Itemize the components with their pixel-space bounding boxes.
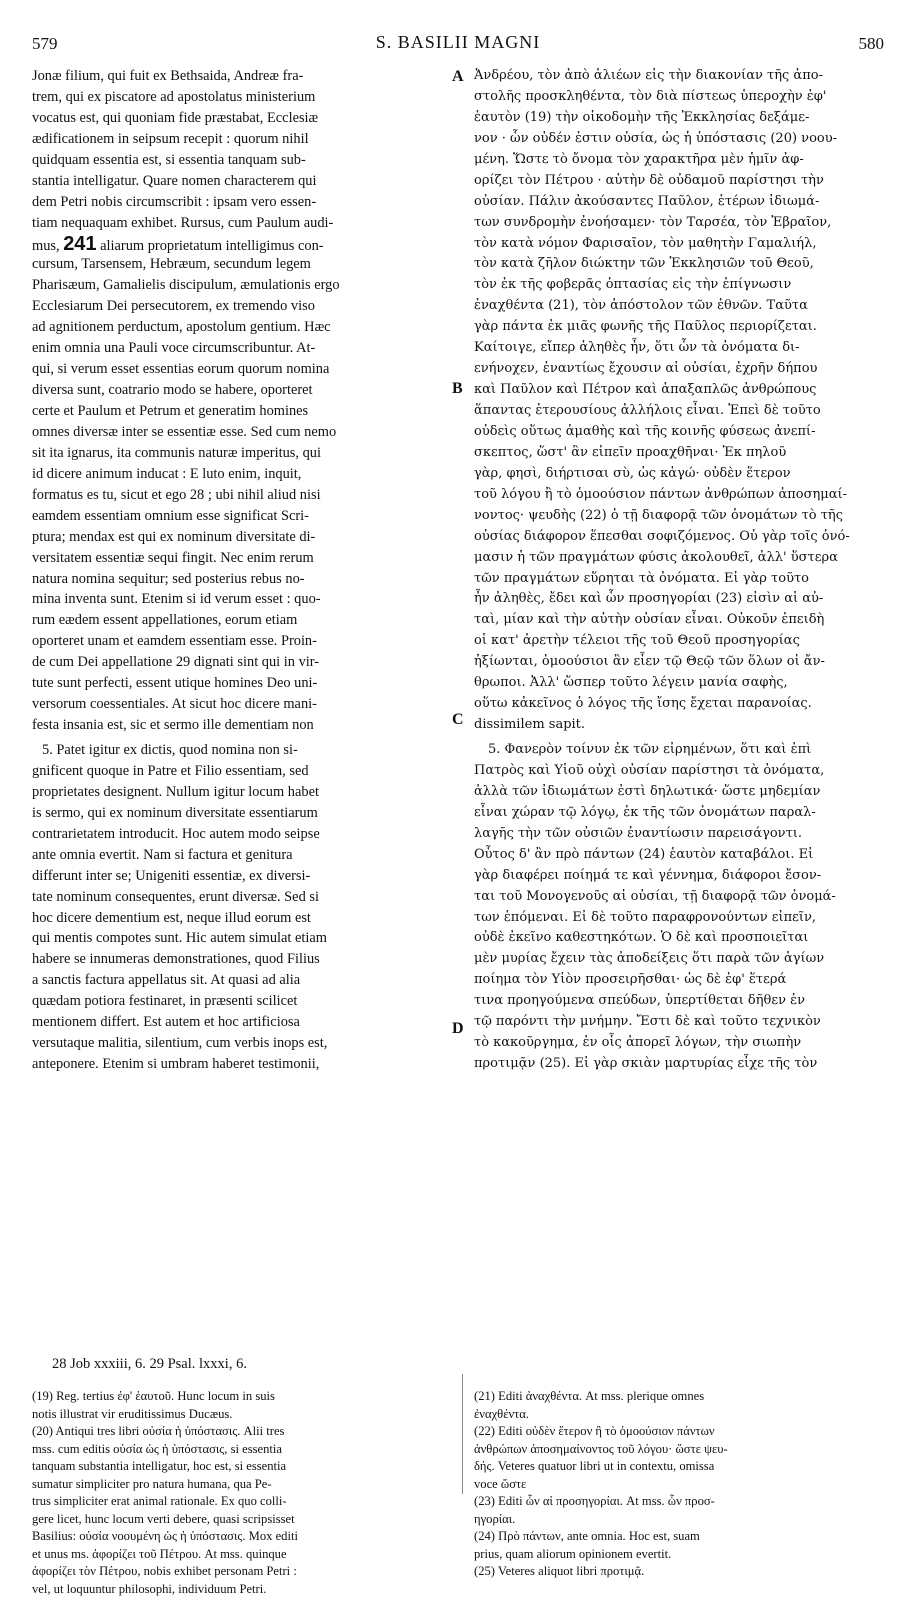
greek-text-line: ενήνοχεν, ἐναντίως ἔχουσιν αἱ οὐσίαι, ἐχρῆν δήπου <box>474 359 884 380</box>
greek-text-line: ἦν ἀληθὲς, ἔδει καὶ ὧν προσηγορίαι (23) εἰσὶν αἱ αὐ- <box>474 589 884 610</box>
greek-text-line: τὸν κατὰ νόμον Φαρισαῖον, τὸν μαθητὴν Γαμαλιήλ, <box>474 234 884 255</box>
greek-text-line: γὰρ, φησὶ, διήρτισαι σὺ, ὡς κἀγώ· οὐδὲν ἕτερον <box>474 464 884 485</box>
margin-letter-a: A <box>452 68 464 86</box>
greek-text-line: οὐδεὶς οὕτως ἀμαθὴς καὶ τῆς κοινῆς φύσεως ἀνεπί- <box>474 422 884 443</box>
latin-text-line: id dicere animum inducat : E luto enim, inquit, <box>32 464 452 485</box>
latin-text-line: stantia intelligatur. Quare nomen characterem qui <box>32 171 452 192</box>
greek-text-line: οὐδὲ ἐκεῖνο καθεστηκότων. Ὁ δὲ καὶ προσποιεῖται <box>474 928 884 949</box>
greek-text-line: καὶ Παῦλον καὶ Πέτρον καὶ ἁπαξαπλῶς ἀνθρώπους <box>474 380 884 401</box>
greek-text-line: τῷ παρόντι τὴν μνήμην. Ἔστι δὲ καὶ τοῦτο τεχνικὸν <box>474 1012 884 1033</box>
greek-text-line: 5. Φανερὸν τοίνυν ἐκ τῶν εἰρημένων, ὅτι καὶ ἐπὶ <box>474 740 884 761</box>
latin-text-line: rum eædem essent appellationes, eorum etiam <box>32 610 452 631</box>
greek-text-line: λαγῆς τὴν τῶν οὐσιῶν ἐναντίωσιν παρεισάγοντι. <box>474 824 884 845</box>
latin-text-line: festa insania est, sic et sermo ille dementiam non <box>32 715 452 736</box>
latin-text-line: a sanctis factura appellatus sit. At quasi ad alia <box>32 970 452 991</box>
latin-text-line: ad agnitionem perductum, apostolum gentium. Hæc <box>32 317 452 338</box>
greek-text-line: Ἀνδρέου, τὸν ἀπὸ ἁλιέων εἰς τὴν διακονίαν τῆς ἀπο- <box>474 66 884 87</box>
greek-text-line: ποίημα τὸν Υἱὸν προσειρῆσθαι· ὡς δὲ ἐφ' ἕτερά <box>474 970 884 991</box>
greek-text-line: οὐσίαν. Πάλιν ἀκούσαντες Παῦλον, ἑτέρων ἰδιωμά- <box>474 192 884 213</box>
footnote-line: ἐναχθέντα. <box>474 1406 884 1424</box>
footnote-line: gere licet, hunc locum verti debere, quasi scripsisset <box>32 1511 452 1529</box>
latin-text-line: formatus es tu, sicut et ego 28 ; ubi nihil aliud nisi <box>32 485 452 506</box>
greek-text-line: Καίτοιγε, εἴπερ ἀληθὲς ἦν, ὅτι ὧν τὰ ὀνόματα δι- <box>474 338 884 359</box>
latin-text-line: ante omnia evertit. Nam si factura et genitura <box>32 845 452 866</box>
greek-text-line: μένη. Ὥστε τὸ ὄνομα τὸν χαρακτῆρα μὲν ἡμῖν ἀφ- <box>474 150 884 171</box>
latin-text-line: mus, 241 aliarum proprietatum intelligimus con- <box>32 234 452 255</box>
running-title: S. BASILII MAGNI <box>32 32 884 53</box>
latin-text-line: qui mentis compotes sunt. Hic autem simulat etiam <box>32 928 452 949</box>
greek-text-line: νοντος· ψευδὴς (22) ὁ τῇ διαφορᾷ τῶν ὀνομάτων τὸ τῆς <box>474 506 884 527</box>
greek-text-line: ἐναχθέντα (21), τὸν ἀπόστολον τῶν ἐθνῶν. Ταῦτα <box>474 296 884 317</box>
latin-text-line: eamdem essentiam omnium esse significat Scri- <box>32 506 452 527</box>
latin-text-line: enim omnia una Pauli voce circumscribuntur. At- <box>32 338 452 359</box>
footnote-line: (21) Editi ἀναχθέντα. At mss. plerique omnes <box>474 1388 884 1406</box>
greek-text-line: τοῦ λόγου ἢ τὸ ὁμοούσιον πάντων ἀνθρώπων ἀποσημαί- <box>474 485 884 506</box>
footnote-line: sumatur simpliciter pro natura humana, qua Pe- <box>32 1476 452 1494</box>
footnote-line: vel, ut loquuntur philosophi, individuum Petri. <box>32 1581 452 1598</box>
greek-text-line: τὸν ἐκ τῆς φοβερᾶς ὀπτασίας εἰς τὴν ἐπίγνωσιν <box>474 275 884 296</box>
latin-text-line: oporteret unam et eamdem essentiam esse. Proin- <box>32 631 452 652</box>
footnote-line: (24) Πρὸ πάντων, ante omnia. Hoc est, suam <box>474 1528 884 1546</box>
latin-text-line: versutaque malitia, silentium, cum verbis inops est, <box>32 1033 452 1054</box>
greek-text-line: εἶναι χώραν τῷ λόγῳ, ἐκ τῆς τῶν ὀνομάτων παραλ- <box>474 803 884 824</box>
latin-text-line: vocatus est, qui quoniam fide præstabat, Ecclesiæ <box>32 108 452 129</box>
latin-text-line: quidquam essentia est, si essentia tanquam sub- <box>32 150 452 171</box>
latin-text-line: dem Petri nobis circumscribit : ipsam vero essen- <box>32 192 452 213</box>
page-mark: 241 <box>63 233 96 255</box>
latin-text-line: mina inventa sunt. Etenim si id verum esset : quo- <box>32 589 452 610</box>
greek-text-line: των ἑπόμεναι. Εἰ δὲ τοῦτο παραφρονούντων εἰπεῖν, <box>474 908 884 929</box>
footnote-line: (20) Antiqui tres libri οὐσία ἡ ὑπόστασις. Alii tres <box>32 1423 452 1441</box>
latin-text-line: versorum coessentiales. At sicut hoc dicere mani- <box>32 694 452 715</box>
latin-text-line: trem, qui ex piscatore ad apostolatus ministerium <box>32 87 452 108</box>
footnote-line: tanquam substantia intelligatur, hoc est, si essentia <box>32 1458 452 1476</box>
latin-text-line: tate nominum consequentes, erunt diversæ. Sed si <box>32 887 452 908</box>
greek-text-line: τὸν κατὰ ζῆλον διώκτην τῶν Ἐκκλησιῶν τοῦ Θεοῦ, <box>474 254 884 275</box>
footnote-line: prius, quam aliorum opinionem evertit. <box>474 1546 884 1564</box>
latin-text-line: versitatem essentiæ sequi fingit. Nec enim rerum <box>32 548 452 569</box>
page-number-right: 580 <box>859 34 885 54</box>
latin-text-line: omnes diversæ inter se essentiæ esse. Sed cum nemo <box>32 422 452 443</box>
latin-text-line: tute sunt perfecti, essent utique homines Deo uni- <box>32 673 452 694</box>
footnote-line: mss. cum editis οὐσία ὡς ἡ ὑπόστασις, si essentia <box>32 1441 452 1459</box>
greek-text-line: Οὗτος δ' ἂν πρὸ πάντων (24) ἑαυτὸν καταβάλοι. Εἰ <box>474 845 884 866</box>
latin-text-line: Pharisæum, Gamalielis discipulum, æmulationis ergo <box>32 275 452 296</box>
latin-text-line: Ecclesiarum Dei persecutorem, ex tremendo viso <box>32 296 452 317</box>
footnote-line: ἀφορίζει τὸν Πέτρου, nobis exhibet personam Petri : <box>32 1563 452 1581</box>
latin-text-line: quædam potiora festinaret, in præsenti scilicet <box>32 991 452 1012</box>
latin-text-line: diversa sunt, coatrario modo se habere, oporteret <box>32 380 452 401</box>
footnote-line: notis illustrat vir eruditissimus Ducæus. <box>32 1406 452 1424</box>
footnote-line: voce ὥστε <box>474 1476 884 1494</box>
footnote-line: ηγορίαι. <box>474 1511 884 1529</box>
latin-text-line: de cum Dei appellatione 29 dignati sint qui in vir- <box>32 652 452 673</box>
latin-text-line: anteponere. Etenim si umbram haberet testimonii, <box>32 1054 452 1075</box>
greek-text-line: γὰρ πάντα ἐκ μιᾶς φωνῆς τῆς Παῦλος περιορίζεται. <box>474 317 884 338</box>
greek-column <box>474 66 884 1075</box>
latin-text-line: hoc dicere dementium est, neque illud eorum est <box>32 908 452 929</box>
footnote-line: (25) Veteres aliquot libri προτιμᾷ. <box>474 1563 884 1581</box>
greek-text-line: τινα προηγούμενα σπεύδων, ὑπερτίθεται δῆθεν ἐν <box>474 991 884 1012</box>
footnotes-left <box>32 1388 452 1598</box>
footnote-line: Basilius: οὐσία νοουμένη ὡς ἡ ὑπόστασις. Mox editi <box>32 1528 452 1546</box>
margin-letter-b: B <box>452 380 463 398</box>
latin-text-line: sit ita ignarus, ita communis naturæ imperitus, qui <box>32 443 452 464</box>
greek-text-line: θρωποι. Ἀλλ' ὥσπερ τοῦτο λέγειν μανία σαφὴς, <box>474 673 884 694</box>
latin-text-line: contrarietatem introducit. Hoc autem modo seipse <box>32 824 452 845</box>
latin-text-line: habere se innumeras demonstrationes, quod Filius <box>32 949 452 970</box>
greek-text-line: γὰρ διαφέρει ποίημά τε καὶ γέννημα, διάφοροι ἔσον- <box>474 866 884 887</box>
latin-text-line: ædificationem in seipsum recepit : quorum nihil <box>32 129 452 150</box>
scripture-references: 28 Job xxxiii, 6. 29 Psal. lxxxi, 6. <box>52 1356 247 1373</box>
greek-text-line: τὸ κακοῦργημα, ἐν οἷς ἀπορεῖ λόγων, τὴν σιωπὴν <box>474 1033 884 1054</box>
footnote-line: (19) Reg. tertius ἐφ' ἑαυτοῦ. Hunc locum in suis <box>32 1388 452 1406</box>
footnote-line: ἀνθρώπων ἀποσημαίνοντος τοῦ λόγου· ὥστε ψευ- <box>474 1441 884 1459</box>
latin-text-line: gnificent quoque in Patre et Filio essentiam, sed <box>32 761 452 782</box>
greek-text-line: ἠξίωνται, ὁμοούσιοι ἂν εἶεν τῷ Θεῷ τῶν ὅλων οἱ ἄν- <box>474 652 884 673</box>
greek-text-line: νον · ὧν οὐδέν ἐστιν οὐσία, ὡς ἡ ὑπόστασις (20) νοου- <box>474 129 884 150</box>
greek-text-line: dissimilem sapit. <box>474 715 884 736</box>
latin-text-line: ptura; mendax est qui ex nominum diversitate di- <box>32 527 452 548</box>
greek-text-line: των συνδρομὴν ἐνοήσαμεν· τὸν Ταρσέα, τὸν Ἑβραῖον, <box>474 213 884 234</box>
greek-text-line: οἱ κατ' ἀρετὴν τέλειοι τῆς τοῦ Θεοῦ προσηγορίας <box>474 631 884 652</box>
greek-text-line: οὕτω κἀκεῖνος ὁ λόγος τῆς ἴσης ἔχεται παρανοίας. <box>474 694 884 715</box>
margin-letter-c: C <box>452 711 464 729</box>
footnote-line: et unus ms. ἀφορίζει τοῦ Πέτρου. At mss. quinque <box>32 1546 452 1564</box>
greek-text-line: ἅπαντας ἑτερουσίους ἀλλήλοις εἶναι. Ἐπεὶ δὲ τοῦτο <box>474 401 884 422</box>
footnote-line: (22) Editi οὐδὲν ἕτερον ἢ τὸ ὁμοούσιον πάντων <box>474 1423 884 1441</box>
footnote-line: (23) Editi ὧν αἱ προσηγορίαι. At mss. ὧν προσ- <box>474 1493 884 1511</box>
latin-text-line: Jonæ filium, qui fuit ex Bethsaida, Andreæ fra- <box>32 66 452 87</box>
greek-text-line: ἀλλὰ τῶν ἰδιωμάτων ἐστὶ δηλωτικά· ὥστε μηδεμίαν <box>474 782 884 803</box>
greek-text-line: μὲν μυρίας ἔχειν τὰς ἀποδείξεις ὅτι παρὰ τῶν ἁγίων <box>474 949 884 970</box>
latin-text-line: certe et Paulum et Petrum et generatim homines <box>32 401 452 422</box>
latin-text-line: tiam nequaquam exhibet. Rursus, cum Paulum audi- <box>32 213 452 234</box>
latin-text-line: qui, si verum esset essentias eorum quorum nomina <box>32 359 452 380</box>
latin-column <box>32 66 452 1075</box>
greek-text-line: οὐσίας διάφορον ἕπεσθαι σοφιζόμενος. Οὐ γὰρ τοῖς ὀνό- <box>474 527 884 548</box>
greek-text-line: προτιμᾷν (25). Εἰ γὰρ σκιὰν μαρτυρίας εἶχε τῆς τὸν <box>474 1054 884 1075</box>
footnotes-right <box>474 1388 884 1581</box>
latin-text-line: 5. Patet igitur ex dictis, quod nomina non si- <box>32 740 452 761</box>
latin-text-line: is sermo, qui ex nominum diversitate essentiarum <box>32 803 452 824</box>
page-number-left: 579 <box>32 34 58 54</box>
greek-text-line: σκεπτος, ὥστ' ἂν εἰπεῖν προαχθῆναι· Ἐκ πηλοῦ <box>474 443 884 464</box>
latin-text-line: cursum, Tarsensem, Hebræum, secundum legem <box>32 254 452 275</box>
greek-text-line: ταὶ, μίαν καὶ τὴν αὐτὴν οὐσίαν εἶναι. Οὐκοῦν ἐπειδὴ <box>474 610 884 631</box>
page-header <box>32 32 884 58</box>
greek-text-line: ται τοῦ Μονογενοῦς αἱ οὐσίαι, τῇ διαφορᾷ τῶν ὀνομά- <box>474 887 884 908</box>
greek-text-line: ορίζει τὸν Πέτρου · αὐτὴν δὲ οὐδαμοῦ παρίστησι τὴν <box>474 171 884 192</box>
footnote-line: δής. Veteres quatuor libri ut in contextu, omissa <box>474 1458 884 1476</box>
margin-letter-d: D <box>452 1020 464 1038</box>
greek-text-line: μασιν ἡ τῶν πραγμάτων φύσις ἀκολουθεῖ, ἀλλ' ὕστερα <box>474 548 884 569</box>
latin-text-line: proprietates designent. Nullum igitur locum habet <box>32 782 452 803</box>
latin-text-line: differunt inter se; Unigeniti essentiæ, ex diversi- <box>32 866 452 887</box>
greek-text-line: Πατρὸς καὶ Υἱοῦ οὐχὶ οὐσίαν παρίστησι τὰ ὀνόματα, <box>474 761 884 782</box>
footnote-line: trus simpliciter erat animal rationale. Ex quo colli- <box>32 1493 452 1511</box>
latin-text-line: mentionem differt. Est autem et hoc artificiosa <box>32 1012 452 1033</box>
greek-text-line: στολῆς προσκληθέντα, τὸν διὰ πίστεως ὑπεροχὴν ἐφ' <box>474 87 884 108</box>
latin-text-line: natura nomina sequitur; sed posterius rebus no- <box>32 569 452 590</box>
greek-text-line: ἑαυτὸν (19) τὴν οἰκοδομὴν τῆς Ἐκκλησίας δεξάμε- <box>474 108 884 129</box>
notes-divider <box>462 1374 463 1494</box>
greek-text-line: τῶν πραγμάτων εὕρηται τὰ ὀνόματα. Εἰ γὰρ τοῦτο <box>474 569 884 590</box>
